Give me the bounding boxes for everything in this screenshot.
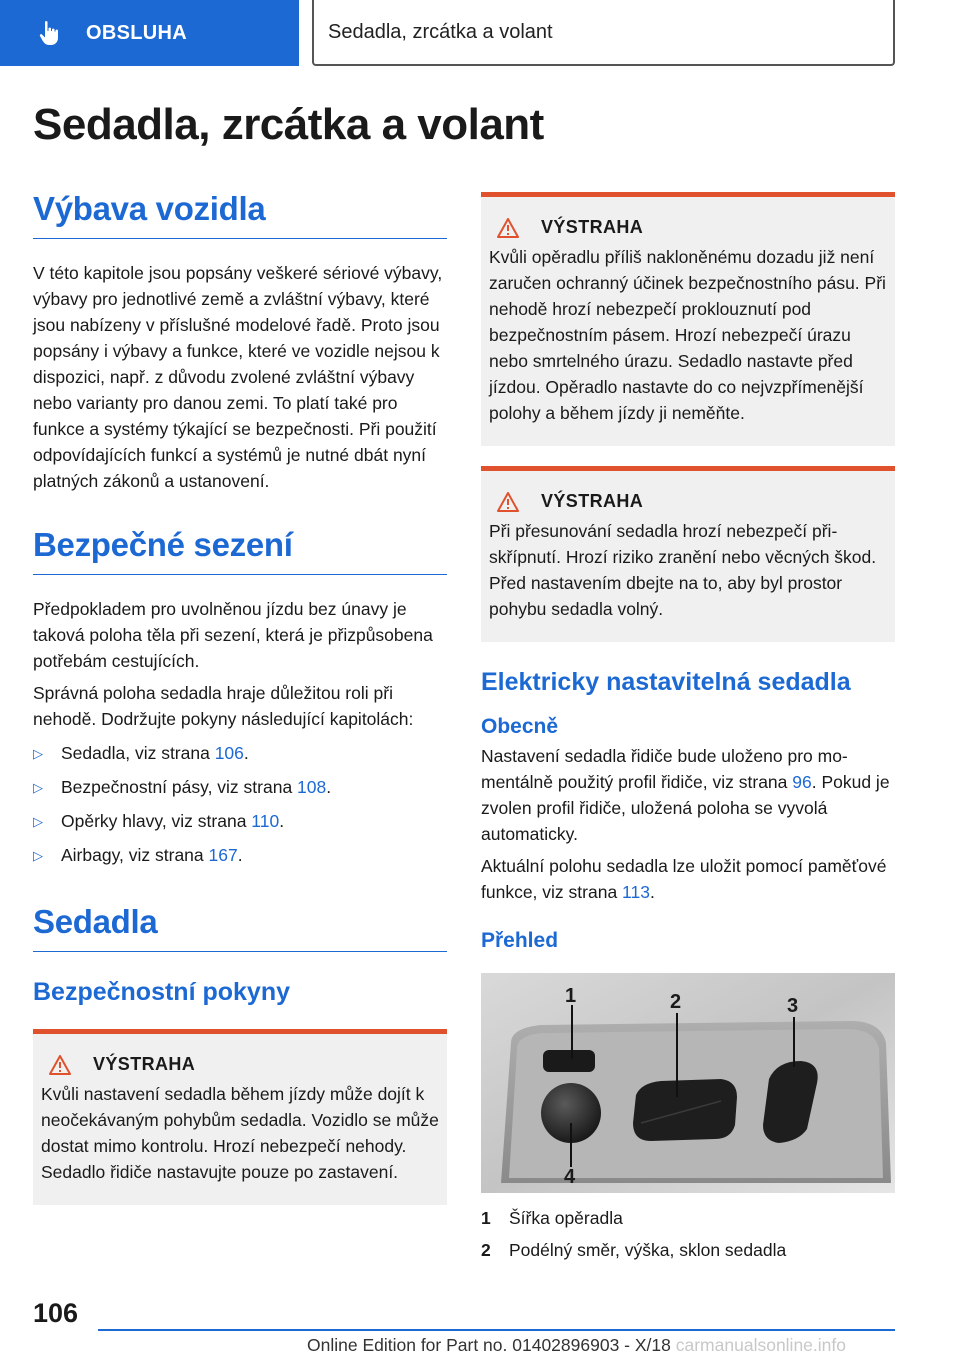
heading-bezpecne-sezeni: Bezpečné sezení bbox=[33, 526, 447, 575]
left-column bbox=[33, 190, 447, 1205]
footer-edition bbox=[307, 1335, 846, 1356]
page-link[interactable]: 110 bbox=[251, 811, 280, 831]
photo-callout-4: 4 bbox=[564, 1166, 576, 1188]
list-item: ▷ Opěrky hlavy, viz strana 110. bbox=[33, 808, 447, 835]
warning-text: Kvůli opěradlu příliš nakloněnému dozadu již není zaručen ochranný účinek bezpečnostního pásu. Při nehodě hrozí nebezpečí proklouznutí pod bezpečnostním pásem. Hrozí nebezpečí úrazu nebo smrtelného úrazu. Sedadlo nastavte před jízdou. Opěradlo nastavte do co nejvzpřímenější polohy a během jízdy ji neměňte. bbox=[489, 247, 886, 423]
chapter-list bbox=[33, 740, 447, 869]
list-item: ▷ Bezpečnostní pásy, viz strana 108. bbox=[33, 774, 447, 801]
triangle-bullet-icon: ▷ bbox=[33, 746, 43, 761]
page-title: Sedadla, zrcátka a volant bbox=[33, 100, 544, 149]
seat-controls-photo bbox=[481, 973, 895, 1193]
page-link[interactable]: 96 bbox=[792, 772, 812, 792]
heading-prehled: Přehled bbox=[481, 929, 559, 952]
heading-bezpecnostni-pokyny: Bezpečnostní pokyny bbox=[33, 978, 290, 1006]
footer-divider bbox=[98, 1329, 895, 1331]
page-link[interactable]: 113 bbox=[622, 882, 650, 902]
right-column bbox=[481, 192, 895, 1269]
list-item: ▷ Sedadla, viz strana 106. bbox=[33, 740, 447, 767]
section-tab[interactable] bbox=[0, 0, 299, 66]
photo-callout-3: 3 bbox=[787, 995, 799, 1017]
warning-triangle-icon bbox=[49, 1055, 71, 1075]
page-header bbox=[0, 0, 960, 66]
warning-text: Kvůli nastavení sedadla během jízdy může dojít k neočekávaným pohybům sedadla. Vozidlo se může dostat mimo kontrolu. Hrozí nebezpečí nehody. Sedadlo řidiče nastavujte pouze po zastavení. bbox=[41, 1084, 439, 1182]
warning-text: Při přesunování sedadla hrozí nebezpečí přiskřípnutí. Hrozí riziko zranění nebo věcných škod. Před nastavením dbejte na to, aby byl prostor pohybu sedadla volný. bbox=[489, 521, 877, 619]
heading-sedadla: Sedadla bbox=[33, 903, 447, 952]
page-link[interactable]: 108 bbox=[297, 777, 327, 797]
section-label: OBSLUHA bbox=[86, 21, 187, 44]
heading-obecne: Obecně bbox=[481, 715, 559, 738]
warning-box bbox=[33, 1029, 447, 1205]
heading-elektricky: Elektricky nastavitelná sedadla bbox=[481, 668, 851, 696]
obecne-paragraph-1: Nastavení sedadla řidiče bude uloženo pro momentálně použitý profil řidiče, viz strana 96. Pokud je zvolen profil řidiče, uložená poloha se vyvolá automaticky. bbox=[481, 746, 890, 844]
sezeni-paragraph-1: Předpokladem pro uvolněnou jízdu bez únavy je taková poloha těla při sezení, která je přizpůsobena potřebám cestujících. bbox=[33, 599, 433, 671]
edition-text: Online Edition for Part no. 01402896903 - X/18 bbox=[307, 1335, 671, 1355]
watermark-text: carmanualsonline.info bbox=[675, 1335, 846, 1355]
pointing-hand-icon bbox=[38, 20, 64, 46]
heading-vybava: Výbava vozidla bbox=[33, 190, 447, 239]
warning-triangle-icon bbox=[497, 492, 519, 512]
warning-box bbox=[481, 466, 895, 642]
chapter-tab[interactable] bbox=[312, 0, 895, 66]
photo-callout-2: 2 bbox=[670, 991, 682, 1013]
legend-item: 1 Šířka opěradla bbox=[481, 1208, 623, 1228]
warning-title: VÝSTRAHA bbox=[541, 217, 644, 237]
warning-title: VÝSTRAHA bbox=[541, 491, 644, 511]
warning-triangle-icon bbox=[497, 218, 519, 238]
triangle-bullet-icon: ▷ bbox=[33, 780, 43, 795]
photo-callout-1: 1 bbox=[565, 985, 577, 1007]
chapter-label: Sedadla, zrcátka a volant bbox=[328, 20, 553, 43]
page-link[interactable]: 167 bbox=[208, 845, 238, 865]
warning-title: VÝSTRAHA bbox=[93, 1054, 196, 1074]
warning-box bbox=[481, 192, 895, 446]
triangle-bullet-icon: ▷ bbox=[33, 814, 43, 829]
sezeni-paragraph-2: Správná poloha sedadla hraje důležitou roli při nehodě. Dodržujte pokyny následující kapitolách: bbox=[33, 683, 414, 729]
vybava-text: V této kapitole jsou popsány veškeré sériové výbavy, výbavy pro jednotlivé země a zvláštní výbavy, které jsou nabízeny v příslušné modelové řadě. Proto jsou popsány i výbavy a funkce, které ve vozidle nejsou k dispozici, např. z důvodu zvolené zvláštní výbavy nebo varianty pro danou zemi. To platí také pro funkce a systémy týkající se bezpečnosti. Při použití odpovídajících funkcí a systémů je nutné dbát nyní platných zákonů a ustanovení. bbox=[33, 263, 443, 491]
page-number: 106 bbox=[33, 1298, 79, 1328]
triangle-bullet-icon: ▷ bbox=[33, 848, 43, 863]
photo-legend bbox=[481, 1205, 895, 1263]
obecne-paragraph-2: Aktuální polohu sedadla lze uložit pomocí paměťové funkce, viz strana 113. bbox=[481, 856, 887, 902]
list-item: ▷ Airbagy, viz strana 167. bbox=[33, 842, 447, 869]
page-link[interactable]: 106 bbox=[214, 743, 244, 763]
legend-item: 2 Podélný směr, výška, sklon sedadla bbox=[481, 1240, 787, 1260]
